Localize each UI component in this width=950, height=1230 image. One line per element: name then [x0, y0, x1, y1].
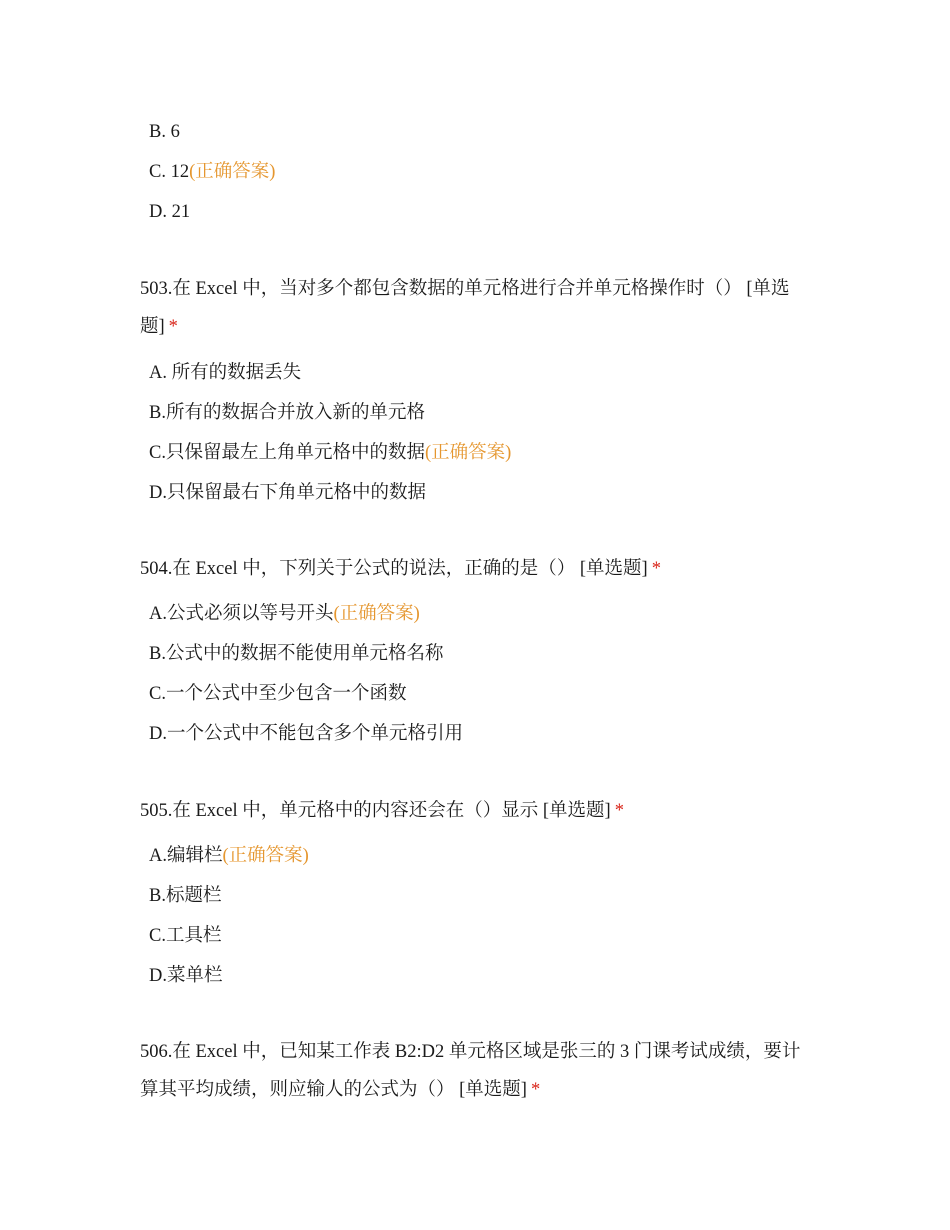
correct-answer-mark: (正确答案) [424, 443, 512, 463]
option-d: D. 21 [149, 202, 191, 222]
option-b: B.所有的数据合并放入新的单元格 [149, 403, 425, 423]
option-a: A.编辑栏(正确答案) [149, 846, 309, 866]
correct-answer-mark: (正确答案) [333, 604, 420, 624]
question-502 [140, 112, 810, 232]
option-a: A.公式必须以等号开头(正确答案) [149, 604, 420, 624]
question-506 [140, 1033, 810, 1109]
question-505 [140, 792, 810, 996]
question-503 [140, 270, 810, 513]
required-mark: * [530, 1080, 541, 1100]
option-d: D.只保留最右下角单元格中的数据 [149, 483, 426, 503]
correct-answer-mark: (正确答案) [189, 162, 276, 182]
question-title: 503.在 Excel 中，当对多个都包含数据的单元格进行合并单元格操作时（） [单选题] * [140, 279, 790, 337]
correct-answer-mark: (正确答案) [222, 846, 309, 866]
option-b: B.公式中的数据不能使用单元格名称 [149, 644, 444, 664]
question-title: 505.在 Excel 中，单元格中的内容还会在（）显示 [单选题] * [140, 801, 624, 821]
option-b: B.标题栏 [149, 886, 222, 906]
required-mark: * [168, 317, 178, 337]
required-mark: * [651, 559, 661, 579]
option-a: A. 所有的数据丢失 [149, 363, 302, 383]
option-c: C.只保留最左上角单元格中的数据(正确答案) [149, 443, 512, 463]
option-d: D.菜单栏 [149, 966, 223, 986]
option-c: C.一个公式中至少包含一个函数 [149, 684, 407, 704]
option-b: B. 6 [149, 122, 180, 142]
option-d: D.一个公式中不能包含多个单元格引用 [149, 724, 463, 744]
option-c: C. 12(正确答案) [149, 162, 276, 182]
question-title: 504.在 Excel 中，下列关于公式的说法，正确的是（） [单选题] * [140, 559, 661, 579]
required-mark: * [614, 801, 624, 821]
question-504 [140, 550, 810, 754]
option-c: C.工具栏 [149, 926, 222, 946]
question-title: 506.在 Excel 中，已知某工作表 B2:D2 单元格区域是张三的 3 门课考试成绩，要计算其平均成绩，则应输人的公式为（） [单选题] * [140, 1042, 801, 1100]
